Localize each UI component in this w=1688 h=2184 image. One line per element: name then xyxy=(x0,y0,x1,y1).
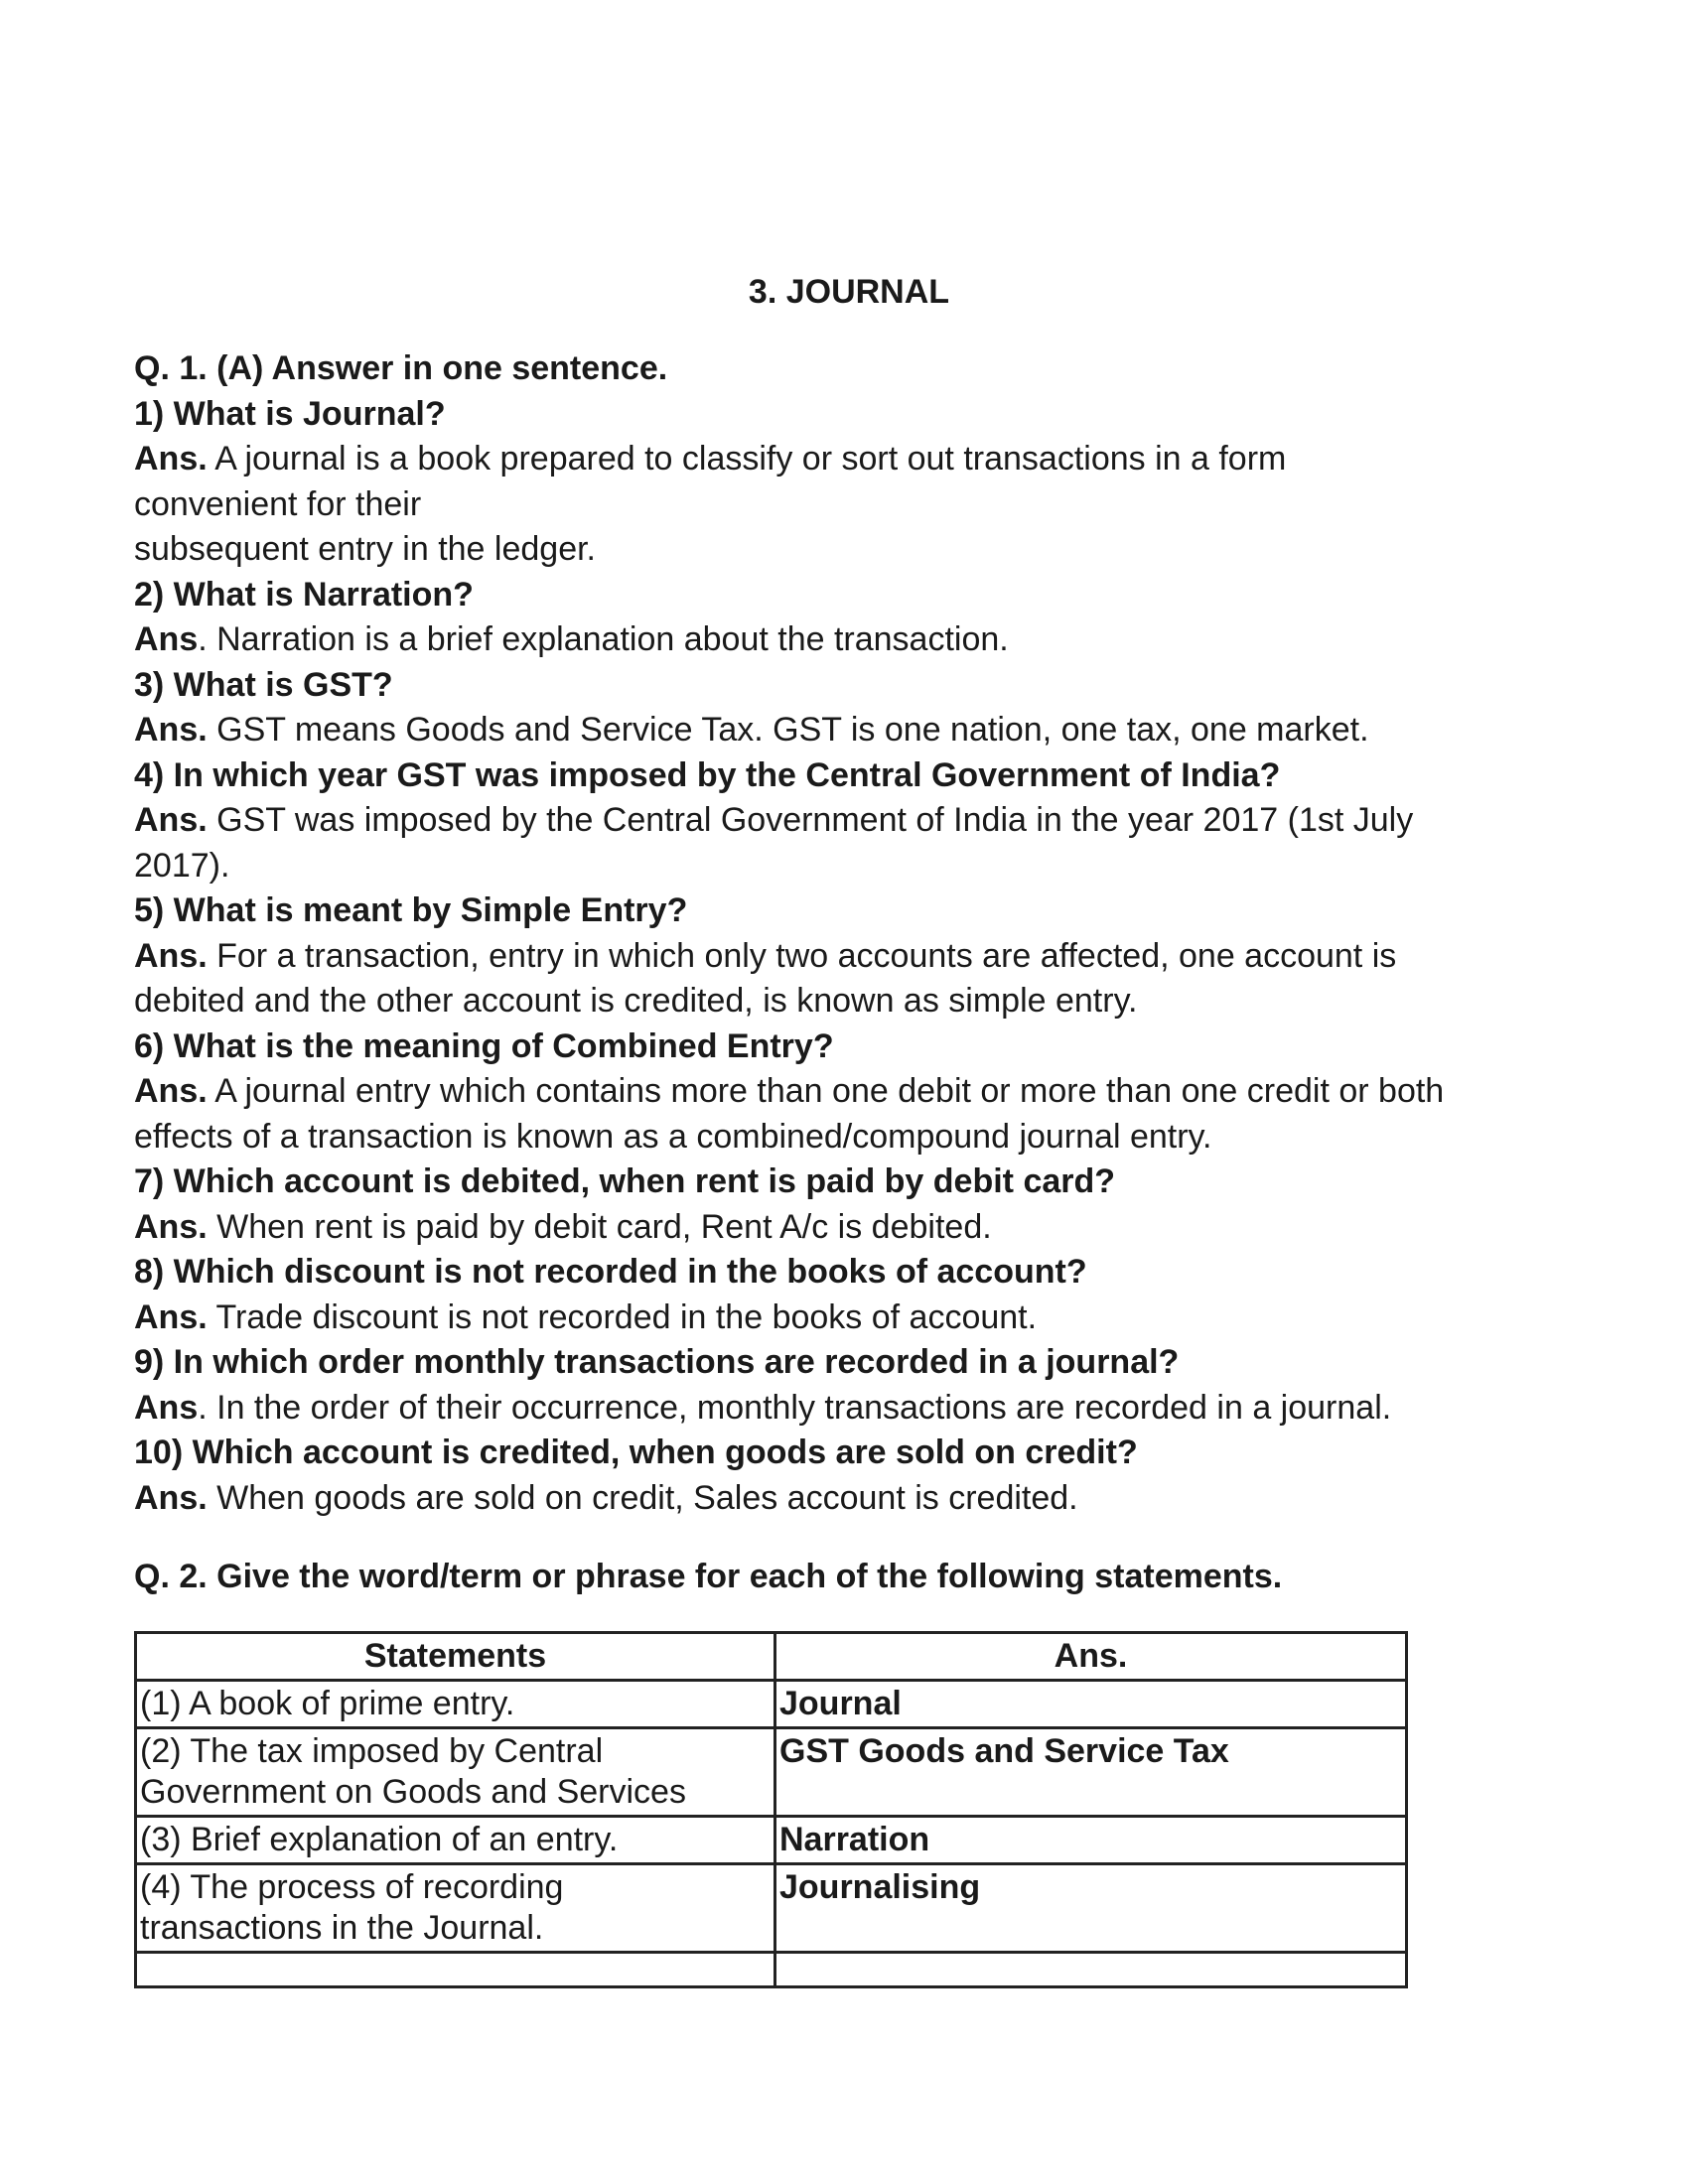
qa-list xyxy=(134,392,1554,1522)
question-1: 1) What is Journal? xyxy=(134,394,446,433)
answer-label: Ans. xyxy=(134,1297,208,1336)
question-7: 7) Which account is debited, when rent is paid by debit card? xyxy=(134,1162,1116,1200)
answer-label: Ans. xyxy=(134,711,208,749)
statement-line: transactions in the Journal. xyxy=(140,1909,544,1947)
statement-cell xyxy=(136,1864,775,1953)
empty-cell xyxy=(136,1953,775,1987)
answer-line: A journal is a book prepared to classify or sort out transactions in a form xyxy=(207,440,1287,478)
question-6: 6) What is the meaning of Combined Entry? xyxy=(134,1026,834,1065)
answer-line: GST means Goods and Service Tax. GST is one nation, one tax, one market. xyxy=(207,711,1369,749)
column-header-answer: Ans. xyxy=(775,1633,1407,1681)
answer-line: 2017). xyxy=(134,846,230,885)
answer-label: Ans xyxy=(134,620,199,658)
answer-line: When goods are sold on credit, Sales account is credited. xyxy=(207,1478,1078,1517)
section2-heading: Q. 2. Give the word/term or phrase for each of the following statements. xyxy=(134,1558,1283,1595)
question-8: 8) Which discount is not recorded in the books of account? xyxy=(134,1253,1087,1291)
statement-line: Government on Goods and Services xyxy=(140,1773,686,1811)
answer-line: When rent is paid by debit card, Rent A/c is debited. xyxy=(207,1207,992,1246)
answer-label: Ans. xyxy=(134,1072,208,1110)
answer-line: effects of a transaction is known as a combined/compound journal entry. xyxy=(134,1117,1212,1156)
answer-7 xyxy=(134,1205,1554,1251)
statement-cell xyxy=(136,1728,775,1817)
answer-8 xyxy=(134,1296,1554,1341)
answer-line: convenient for their xyxy=(134,484,422,523)
question-5: 5) What is meant by Simple Entry? xyxy=(134,891,688,929)
terms-table xyxy=(134,1631,1408,1988)
answer-label: Ans. xyxy=(134,936,208,975)
answer-3 xyxy=(134,708,1554,753)
answer-line: For a transaction, entry in which only two accounts are affected, one account is xyxy=(207,936,1397,975)
statement-line: (4) The process of recording xyxy=(140,1868,564,1906)
table-row xyxy=(136,1728,1407,1817)
empty-cell xyxy=(775,1953,1407,1987)
answer-cell: Journal xyxy=(775,1681,1407,1728)
answer-line: subsequent entry in the ledger. xyxy=(134,530,596,568)
answer-line: . In the order of their occurrence, monthly transactions are recorded in a journal. xyxy=(198,1388,1392,1427)
answer-10 xyxy=(134,1476,1554,1522)
question-3: 3) What is GST? xyxy=(134,665,393,704)
question-9: 9) In which order monthly transactions are recorded in a journal? xyxy=(134,1343,1180,1381)
answer-9 xyxy=(134,1386,1554,1432)
question-10: 10) Which account is credited, when goods are sold on credit? xyxy=(134,1433,1138,1471)
question-2: 2) What is Narration? xyxy=(134,575,474,614)
statement-line: (2) The tax imposed by Central xyxy=(140,1732,604,1770)
statement-cell xyxy=(136,1681,775,1728)
answer-label: Ans. xyxy=(134,1207,208,1246)
table-row xyxy=(136,1681,1407,1728)
answer-label: Ans. xyxy=(134,1478,208,1517)
table-row-empty xyxy=(136,1953,1407,1987)
section1-heading: Q. 1. (A) Answer in one sentence. xyxy=(134,349,668,387)
answer-6 xyxy=(134,1069,1554,1160)
statement-line: (3) Brief explanation of an entry. xyxy=(140,1821,619,1858)
answer-label: Ans xyxy=(134,1388,199,1427)
column-header-statements: Statements xyxy=(136,1633,775,1681)
statement-cell xyxy=(136,1817,775,1864)
table-row xyxy=(136,1864,1407,1953)
answer-5 xyxy=(134,934,1554,1024)
answer-cell: GST Goods and Service Tax xyxy=(775,1728,1407,1817)
answer-line: GST was imposed by the Central Government of India in the year 2017 (1st July xyxy=(207,801,1414,839)
document-page xyxy=(134,270,1554,1988)
answer-cell: Narration xyxy=(775,1817,1407,1864)
answer-cell: Journalising xyxy=(775,1864,1407,1953)
answer-line: debited and the other account is credited, is known as simple entry. xyxy=(134,982,1138,1020)
answer-2 xyxy=(134,617,1554,663)
statement-line: (1) A book of prime entry. xyxy=(140,1685,515,1722)
table-header-row xyxy=(136,1633,1407,1681)
answer-4 xyxy=(134,798,1554,888)
answer-label: Ans. xyxy=(134,440,208,478)
page-title: 3. JOURNAL xyxy=(748,273,950,311)
answer-line: . Narration is a brief explanation about the transaction. xyxy=(198,620,1009,658)
answer-line: A journal entry which contains more than one debit or more than one credit or both xyxy=(207,1072,1445,1110)
table-row xyxy=(136,1817,1407,1864)
answer-line: Trade discount is not recorded in the books of account. xyxy=(207,1297,1038,1336)
question-4: 4) In which year GST was imposed by the Central Government of India? xyxy=(134,755,1281,794)
answer-label: Ans. xyxy=(134,801,208,839)
answer-1 xyxy=(134,437,1554,573)
